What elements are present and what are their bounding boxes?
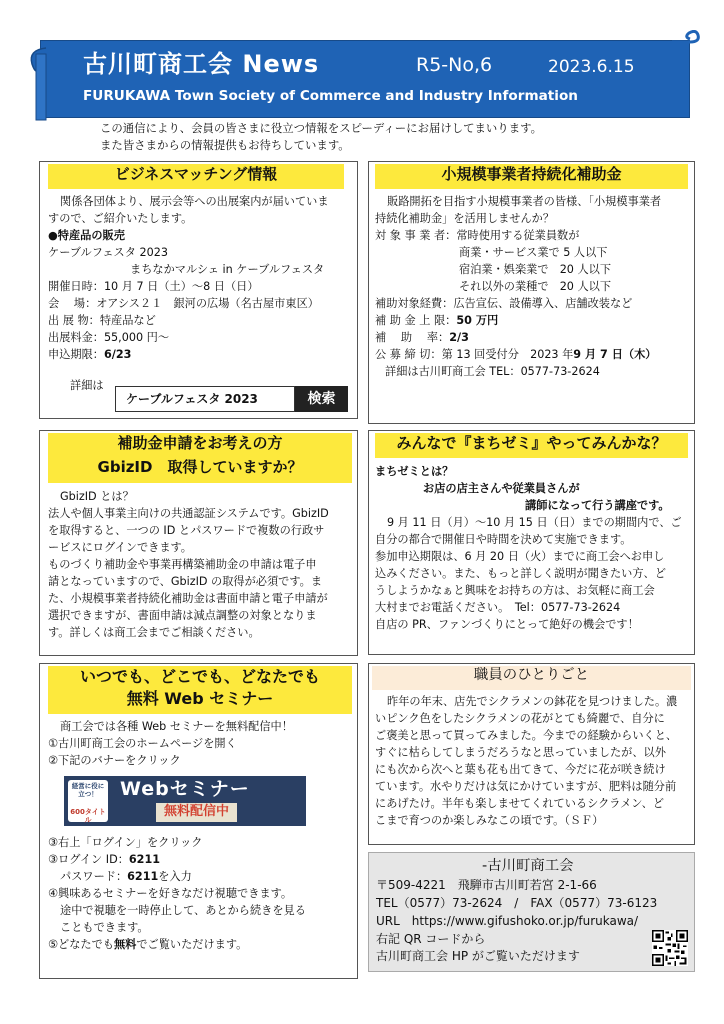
section-title-line: 補助金申請をお考えの方 xyxy=(117,434,283,452)
section-title: ビジネスマッチング情報 xyxy=(48,164,344,189)
issue-date: 2023.6.15 xyxy=(548,57,635,77)
issue-number: R5-No,6 xyxy=(416,54,493,76)
password-value: 6211 xyxy=(127,870,159,884)
paragraph-line: 法人や個人事業主向けの共通認証システムです。GbizID xyxy=(48,507,329,521)
contact-body xyxy=(376,856,691,966)
deadline-value: 6/23 xyxy=(103,348,132,362)
section-title: 職員のひとりごと xyxy=(372,666,691,690)
banner-badge-text: 経営に役に立つ！ xyxy=(71,782,105,798)
machizemi-body xyxy=(375,463,693,633)
step-head: ⑤どなたでも xyxy=(48,938,114,952)
step-line: ①古川町商工会のホームページを開く xyxy=(48,737,237,751)
step-free: 無料 xyxy=(113,938,137,952)
details-label: 詳細は xyxy=(70,379,104,392)
banner-title: Webセミナー xyxy=(120,778,250,800)
login-id-value: 6211 xyxy=(128,853,161,867)
event-items: 出 展 物：特産品など xyxy=(48,314,156,328)
event-venue: 会 場：オアシス２１ 銀河の広場（名古屋市東区） xyxy=(48,297,319,311)
target-row: 対 象 事 業 者：常時使用する従業員数が xyxy=(375,229,580,243)
paragraph-line: 自分の都合で開催日や時間を決めて実施できます。 xyxy=(375,533,632,547)
rate-label: 補 助 率： xyxy=(375,331,450,345)
paragraph-line: た、小規模事業者持続化補助金は書面申請と電子申請が xyxy=(48,592,328,606)
paragraph-line: すぐに枯らしてしまうだろうなと思っていましたが、以外 xyxy=(375,746,666,760)
target-item: それ以外の業種で 20 人以下 xyxy=(459,280,612,294)
login-id-label: ③ログイン ID： xyxy=(48,853,129,867)
step-line: こともできます。 xyxy=(60,921,149,935)
section-title: 小規模事業者持続化補助金 xyxy=(375,164,688,189)
paragraph-line: にあげたけ。半年も楽しませてくれているシクラメン、ど xyxy=(375,797,664,811)
event-date: 開催日時：10 月 7 日（土）～8 日（日） xyxy=(48,280,259,294)
step-line: ③右上「ログイン」をクリック xyxy=(48,836,203,849)
subsidy-body xyxy=(375,193,693,380)
contact-tel: TEL（0577）73-2624 / FAX（0577）73-6123 xyxy=(376,896,658,911)
qr-code-icon[interactable] xyxy=(652,930,688,966)
contact-qr-note: 右記 QR コードから xyxy=(376,931,486,946)
paragraph-line: 選択できますが、書面申請は減点調整の対象となりま xyxy=(48,609,317,623)
zemi-answer: 講師になって行う講座です。 xyxy=(525,499,670,513)
paragraph-line: ものづくり補助金や事業再構築補助金の申請は電子申 xyxy=(48,558,317,572)
deadline-label: 申込期限： xyxy=(48,348,104,362)
paragraph-line: 9 月 11 日（月）～10 月 15 日（日）までの期間内で、ご xyxy=(387,516,682,530)
paragraph-line: ています。水やりだけは気にかけていますが、肥料は随分前 xyxy=(375,780,677,794)
paragraph-line: 参加申込期限は、6 月 20 日（火）までに商工会へお申し xyxy=(375,550,665,564)
limit-label: 補 助 金 上 限： xyxy=(375,314,457,328)
paragraph-line: す。詳しくは商工会までご相談ください。 xyxy=(48,626,260,640)
contact-address: 〒509-4221 飛騨市古川町若宮 2-1-66 xyxy=(376,878,597,893)
contact-url[interactable]: URL https://www.gifushoko.or.jp/furukawa/ xyxy=(376,913,639,928)
paragraph-line: を取得すると、一つの ID とパスワードで複数の行政サ xyxy=(48,524,325,538)
paragraph-line: 自店の PR、ファンづくりにとって絶好の機会です！ xyxy=(375,618,639,632)
paragraph-line: いピンク色をしたシクラメンの花がとても綺麗で、自分に xyxy=(375,712,665,726)
paragraph-line: ービスにログインできます。 xyxy=(48,541,192,555)
search-button[interactable]: 検索 xyxy=(295,386,348,412)
section-title xyxy=(48,433,352,483)
paragraph-line: ご褒美と思って買ってみました。今までの経験からいくと、 xyxy=(375,729,678,743)
target-item: 宿泊業・娯楽業で 20 人以下 xyxy=(459,263,612,277)
deadline-label: 公 募 締 切：第 13 回受付分 2023 年 xyxy=(375,348,574,362)
paragraph-line: 昨年の年末、店先でシクラメンの鉢花を見つけました。濃 xyxy=(387,695,678,708)
gbizid-body xyxy=(48,488,356,641)
limit-value: 50 万円 xyxy=(456,314,499,328)
password-tail: を入力 xyxy=(158,870,192,884)
section-title-line: いつでも、どこでも、どなたでも xyxy=(79,667,320,686)
newsletter-title: 古川町商工会 News xyxy=(83,50,320,78)
paragraph-line: こまで育つのか楽しみなこの頃です。（ＳＦ） xyxy=(375,814,604,828)
step-line: ②下記のバナーをクリック xyxy=(48,754,181,768)
deadline-value: 9 月 7 日（木） xyxy=(573,348,657,362)
paragraph-line: にも次から次へと葉も花も出てきて、今だに花が咲き続け xyxy=(375,763,666,777)
rate-value: 2/3 xyxy=(449,331,469,345)
password-label: パスワード： xyxy=(60,870,128,884)
paragraph-line: すので、ご紹介いたします。 xyxy=(48,212,193,226)
event-name: ケーブルフェスタ 2023 xyxy=(48,246,168,260)
paragraph-line: 持続化補助金」を活用しませんか？ xyxy=(375,212,555,226)
paragraph-line: 商工会では各種 Web セミナーを無料配信中！ xyxy=(60,720,293,733)
step-line: ④興味あるセミナーを好きなだけ視聴できます。 xyxy=(48,887,293,901)
paragraph-line: 販路開拓を目指す小規模事業者の皆様、「小規模事業者 xyxy=(387,195,662,208)
paragraph-line: 関係各団体より、展示会等への出展案内が届いていま xyxy=(60,195,329,208)
section-title-line: 無料 Web セミナー xyxy=(126,688,274,708)
intro-line: この通信により、会員の皆さまに役立つ情報をスピーディーにお届けしてまいります。 xyxy=(100,121,542,135)
contact-title: -古川町商工会 xyxy=(482,858,574,874)
paragraph-line: うしようかなぁと興味をお持ちの方は、お気軽に商工会 xyxy=(375,584,655,598)
business-matching-body xyxy=(48,193,353,363)
step-tail: でご覧いただけます。 xyxy=(136,938,248,952)
paragraph-line: 請となっていますので、GbizID の取得が必須です。ま xyxy=(48,575,323,589)
expense-row: 補助対象経費：広告宣伝、設備導入、店舗改装など xyxy=(375,297,633,311)
paragraph-line: GbizID とは？ xyxy=(60,490,134,503)
scroll-curl-right-icon xyxy=(672,30,702,50)
step-line: 途中で視聴を一時停止して、あとから続きを見る xyxy=(60,904,306,918)
zemi-question: まちゼミとは？ xyxy=(375,465,454,478)
contact-qr-note: 古川町商工会 HP がご覧いただけます xyxy=(376,949,580,964)
intro-line: また皆さまからの情報提供もお待ちしています。 xyxy=(100,137,350,152)
scroll-curl-left-icon xyxy=(26,46,54,122)
web-seminar-steps xyxy=(48,718,356,769)
target-item: 商業・サービス業で 5 人以下 xyxy=(459,246,608,260)
section-title xyxy=(48,666,352,714)
event-subname: まちなかマルシェ in ケーブルフェスタ xyxy=(130,263,325,277)
paragraph-line: 大村までお電話ください。 Tel：0577-73-2624 xyxy=(375,601,621,615)
staff-column-body xyxy=(375,693,693,829)
contact-row: 詳細は古川町商工会 TEL：0577-73-2624 xyxy=(385,365,600,379)
banner-badge-count: 600タイトル xyxy=(70,808,106,825)
subheading: ●特産品の販売 xyxy=(48,229,125,243)
search-keyword-box[interactable]: ケーブルフェスタ 2023 xyxy=(115,386,295,412)
section-title: みんなで『まちゼミ』やってみんかな？ xyxy=(375,433,688,458)
banner-subtitle: 無料配信中 xyxy=(156,803,237,822)
intro-text xyxy=(100,120,660,153)
newsletter-subtitle: FURUKAWA Town Society of Commerce and Industry Information xyxy=(83,88,578,104)
section-title-line: GbizID 取得していますか？ xyxy=(97,458,303,477)
zemi-answer: お店の店主さんや従業員さんが xyxy=(423,482,580,496)
paragraph-line: 込みください。また、もっと詳しく説明が聞きたい方、ど xyxy=(375,567,666,581)
event-fee: 出展料金：55,000 円～ xyxy=(48,331,170,345)
web-seminar-steps-2 xyxy=(48,834,356,953)
web-seminar-banner[interactable] xyxy=(64,776,306,826)
